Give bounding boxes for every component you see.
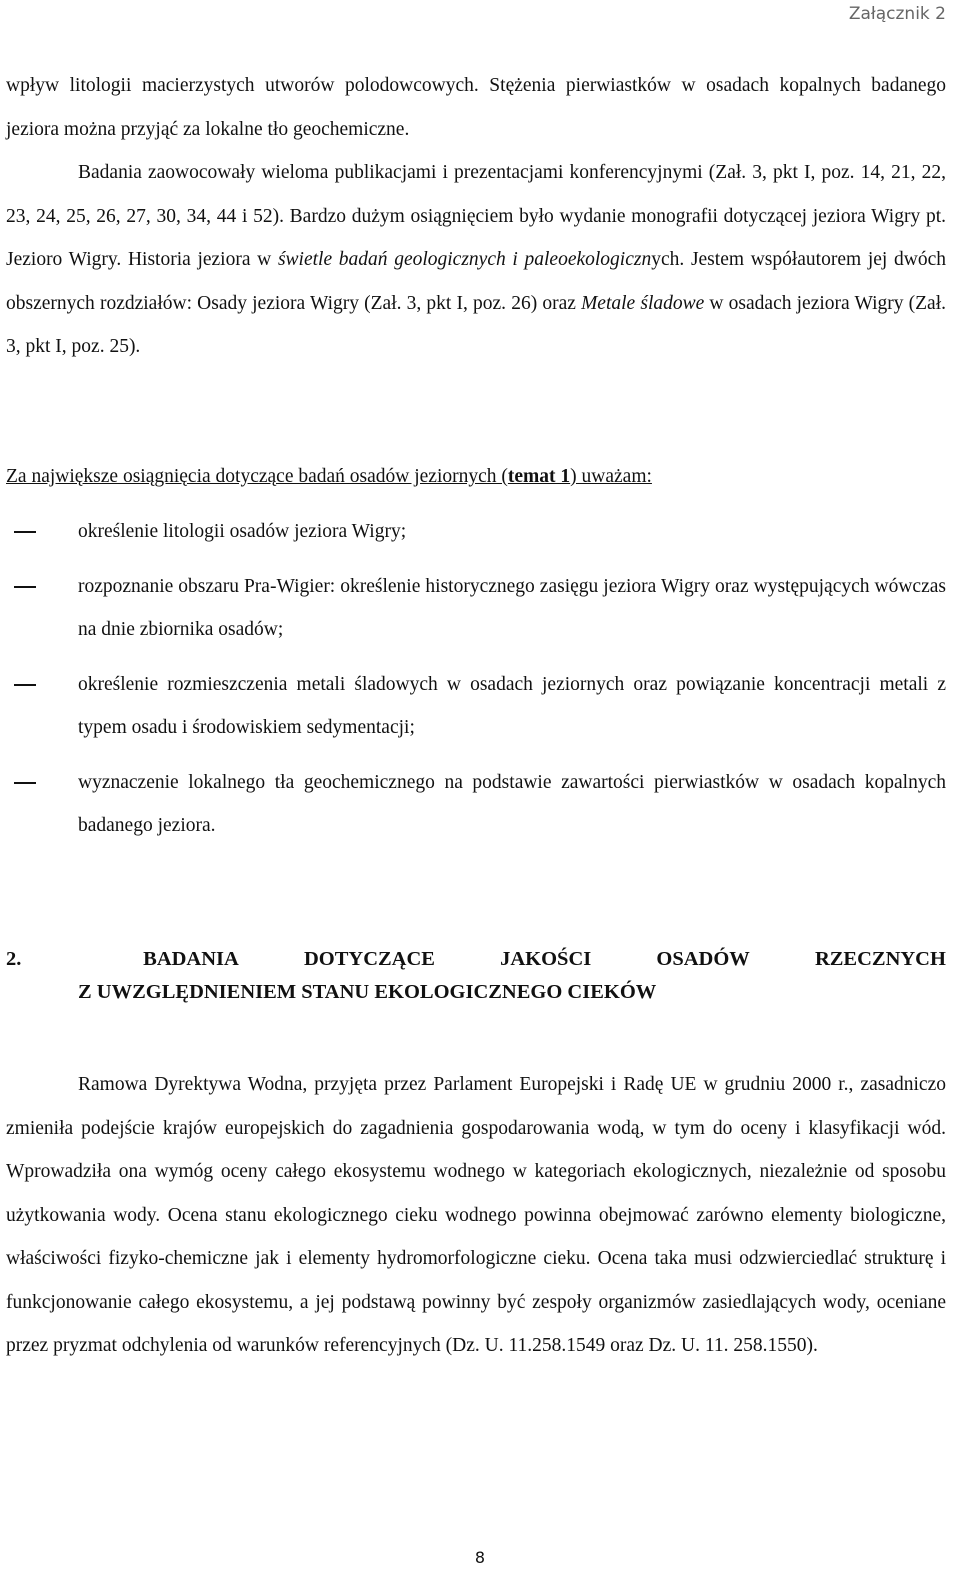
list-item-text: określenie rozmieszczenia metali śladowych w osadach jeziornych oraz powiązanie koncentracji metali z typem osadu i środowiskiem sedymentacji; (78, 674, 946, 738)
dash-bullet (14, 782, 36, 784)
heading-line-2: Z UWZGLĘDNIENIEM STANU EKOLOGICZNEGO CIEKÓW (78, 981, 657, 1003)
paragraph-line: wpływ litologii macierzystych utworów polodowcowych. Stężenia pierwiastków w osadach kopalnych badanego jeziora można przyjąć za lokalne tło geochemiczne. (6, 75, 946, 140)
heading-word: OSADÓW (656, 948, 750, 970)
paragraph-text: w osadach jeziora Wigry (Zał. 3, pkt I, poz. 25). (6, 292, 947, 357)
list-item (6, 510, 946, 553)
section-number: 2. (6, 948, 22, 970)
section-heading (6, 943, 946, 1009)
achievements-lead (6, 455, 652, 498)
italic-title: świetle badań geologicznych i paleoekologiczn (277, 249, 652, 270)
lead-text: ) uważam: (570, 466, 652, 487)
list-item (6, 565, 946, 651)
paragraph-lithology (6, 64, 946, 369)
list-item (6, 663, 946, 749)
list-item-text: rozpoznanie obszaru Pra-Wigier: określenie historycznego zasięgu jeziora Wigry oraz występujących wówczas na dnie zbiornika osadów; (78, 576, 946, 640)
paragraph-text: ych. Jestem współautorem jej dwóch obszernych rozdziałów: Osady jeziora Wigry (Zał. 3, pkt I, poz. 26) oraz (6, 249, 946, 314)
page-number: 8 (474, 1548, 486, 1567)
dash-bullet (14, 531, 36, 533)
list-item-text: określenie litologii osadów jeziora Wigry; (78, 521, 407, 542)
list-item (6, 761, 946, 847)
heading-word: DOTYCZĄCE (303, 948, 435, 970)
heading-word: BADANIA (143, 948, 239, 970)
heading-word: JAKOŚCI (500, 948, 592, 970)
paragraph-text: Ramowa Dyrektywa Wodna, przyjęta przez Parlament Europejski i Radę UE w grudniu 2000 r., zasadniczo zmieniła podejście krajów europejskich do zagadnienia gospodarowania wodą, w tym do oceny i klasyfikacji wód. Wprowadziła ona wymóg oceny całego ekosystemu wodnego w kategoriach ekologicznych, niezależnie od sposobu użytkowania wody. Ocena stanu ekologicznego cieku wodnego powinna obejmować zarówno elementy biologiczne, właściwości fizyko-chemiczne jak i elementy hydromorfologiczne cieku. Ocena taka musi odzwierciedlać strukturę i funkcjonowanie całego ekosystemu, a jej podstawą powinny być zespoły organizmów zasiedlających wody, oceniane przez pryzmat odchylenia od warunków referencyjnych (Dz. U. 11.258.1549 oraz Dz. U. 11. 258.1550). (6, 1074, 946, 1356)
lead-bold: temat 1 (507, 466, 571, 487)
dash-bullet (14, 586, 36, 588)
heading-word: RZECZNYCH (814, 948, 946, 970)
attachment-label: Załącznik 2 (848, 4, 946, 24)
paragraph-text: Badania zaowocowały wieloma publikacjami i prezentacjami konferencyjnymi (Zał. 3, pkt I, poz. 14, 21, 22, 23, 24, 25, 26, 27, 30, 34, 44 i 52). Bardzo dużym osiągnięciem było wydanie monografii dotyczącej jeziora Wigry pt. Jezioro Wigry. Historia jeziora w (6, 162, 946, 270)
lead-text: Za największe osiągnięcia dotyczące badań osadów jeziornych ( (6, 466, 508, 487)
italic-title: Metale śladowe (581, 292, 705, 314)
paragraph-water-directive (6, 1063, 946, 1368)
list-item-text: wyznaczenie lokalnego tła geochemicznego na podstawie zawartości pierwiastków w osadach kopalnych badanego jeziora. (78, 772, 946, 836)
achievements-list (6, 510, 946, 859)
dash-bullet (14, 684, 36, 686)
